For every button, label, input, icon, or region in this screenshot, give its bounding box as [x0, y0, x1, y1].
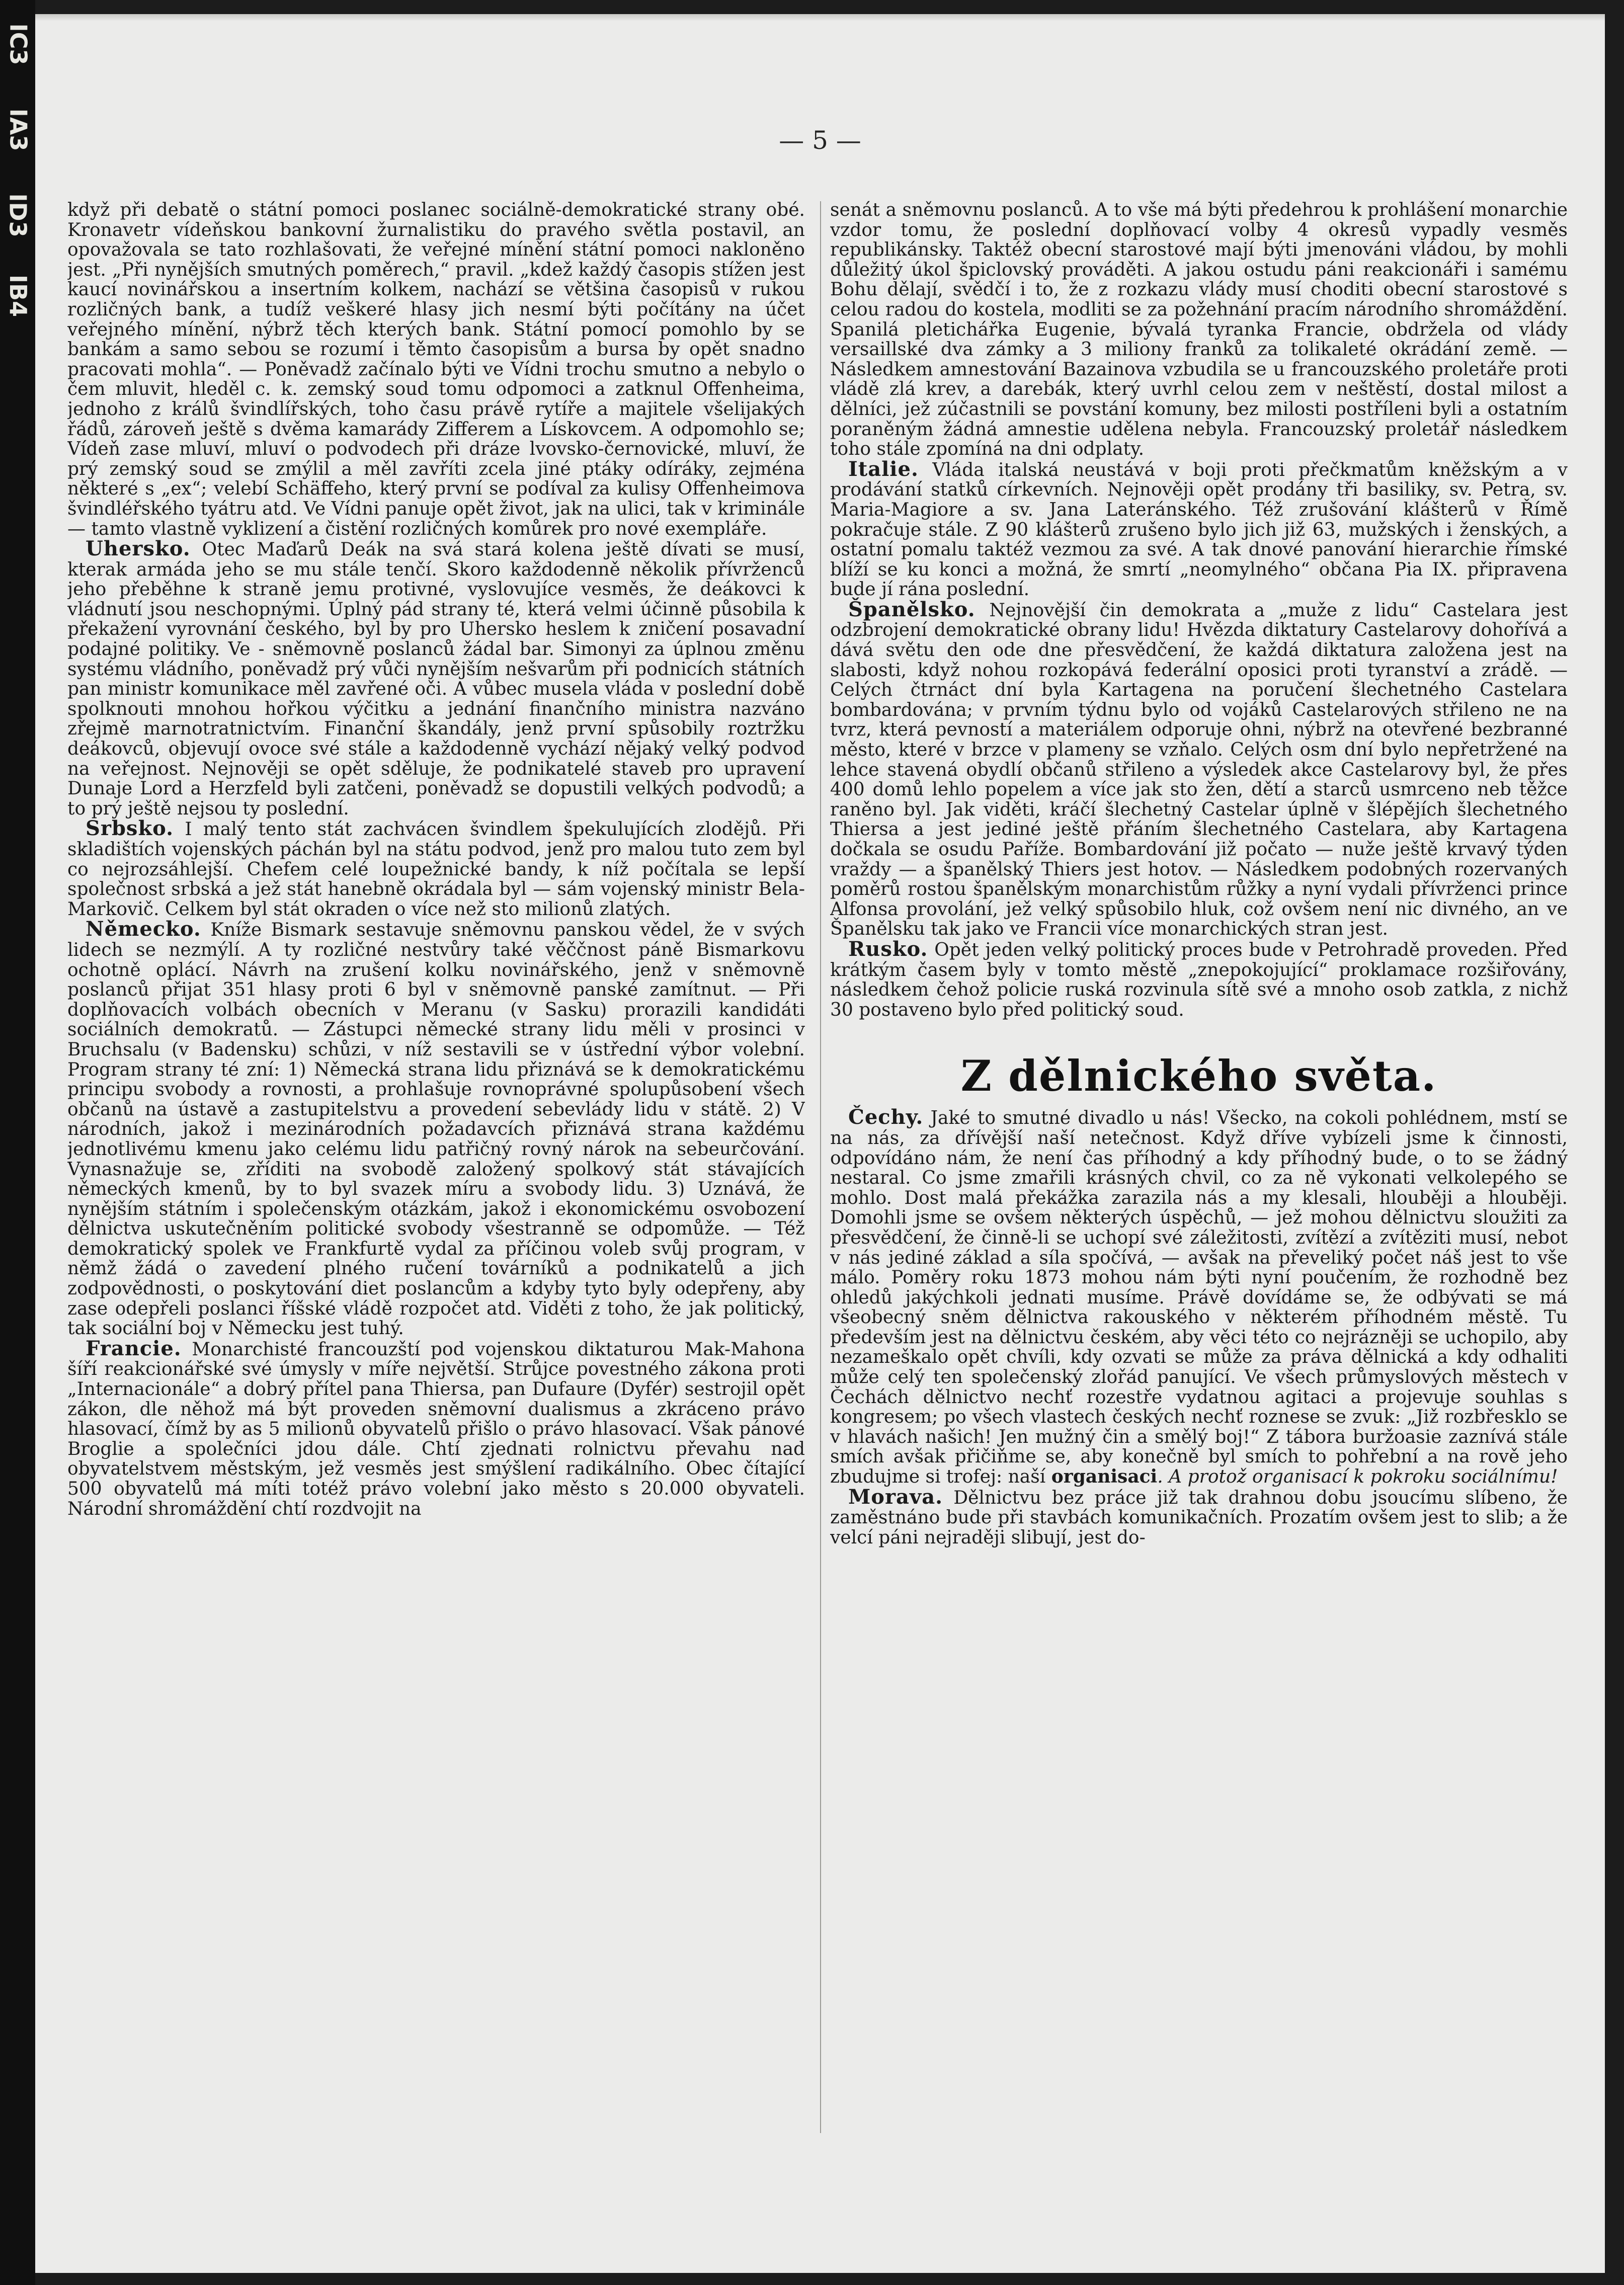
- article-section-italie: [830, 459, 1568, 600]
- section-heading: Rusko.: [848, 937, 928, 961]
- section-heading: Srbsko.: [86, 817, 174, 841]
- article-text: Otec Maďarů Deák na svá stará kolena ještě dívati se musí, kterak armáda jeho se mu stále tenčí. Skoro každodenně několik přívrženců jeho přeběhne k straně jemu protivné, vyslovujíce vesměs, že deákovci k vládnutí jsou neschopnými. Úplný pád strany té, která velmi účinně působila k překažení vyrovnání českého, byl by pro Uhersko heslem k zničení posavadní podajné politiky. Ve - sněmovně poslanců žádal bar. Simonyi za úplnou změnu systému vládního, poněvadž prý vůči nynějším nešvarům při podnicích státních pan ministr komunikace měl zavřené oči. A vůbec musela vláda v poslední době spolknouti mnohou hořkou výčitku a jednání finančního ministra nazváno zřejmě marnotratnictvím. Finanční škandály, jenž první spůsobily roztržku deákovců, objevují ovoce své stále a každodenně vychází nějaký velký podvod na veřejnost. Nejnověji se opět sděluje, že podnikatelé staveb pro upravení Dunaje Lord a Herzfeld byli zatčeni, poněvadž se dopustili velkých podvodů; a to prý ještě nejsou ty poslední.: [67, 539, 805, 819]
- spine-label: ID3: [5, 193, 32, 237]
- article-paragraph: senát a sněmovnu poslanců. A to vše má býti předehrou k prohlášení monarchie vzdor tomu, že poslední doplňovací volby 4 okresů vypadly vesměs republikánsky. Taktéž obecní starostové mají býti jmenováni vládou, by mohli důležitý úkol špiclovský prováděti. A jakou ostudu páni reakcionáři i samému Bohu dělají, svědčí i to, že z rozkazu vlády musí choditi obecní starostové s celou radou do kostela, modliti se za požehnání pracím národního shromáždění. Spanilá pletichářka Eugenie, bývalá tyranka Francie, obdržela od vlády versaillské dva zámky a 3 miliony franků za tolikaleté okrádání země. — Následkem amnestování Bazainova vzbudila se u francouzského proletáře proti vládě zlá krev, a darebák, který uvrhl celou zem v neštěstí, dostal milost a dělníci, jež zúčastnili se povstání komuny, bez milosti postříleni byli a ostatním poraněným žádná amnestie udělena nebyla. Francouzský proletář následkem toho stále zpomíná na dni odplaty.: [830, 200, 1568, 460]
- article-section-spanelsko: [830, 597, 1568, 940]
- article-section-srbsko: [67, 819, 805, 919]
- article-text: Monarchisté francouzští pod vojenskou diktaturou Mak-Mahona šíří reakcionářské své úmysly v míře největší. Strůjce povestného zákona proti „Internacionále“ a dobrý přítel pana Thiersa, pan Dufaure (Dyfér) sestrojil opět zákon, dle něhož má být proveden sněmovní dualismus a zkráceno právo hlasovací, čímž by as 5 milionů obyvatelů přišlo o právo hlasovací. Však pánové Broglie a společníci jdou dále. Chtí zjednati rolnictvu převahu nad obyvatelstvem městským, jež vesměs jest smýšlení radikálního. Obec čítající 500 obyvatelů má míti totéž právo volební jako město s 20.000 obyvateli. Národní shromáždění chtí rozdvojit na: [67, 1339, 805, 1519]
- article-section-uhersko: [67, 539, 805, 819]
- spine-label: IB4: [5, 274, 32, 317]
- article-section-nemecko: [67, 919, 805, 1338]
- section-title: Z dělnického světa.: [960, 1051, 1437, 1101]
- article-text: Jaké to smutné divadlo u nás! Všecko, na cokoli pohlédnem, mstí se na nás, za dřívější naší netečnost. Když dříve vybízeli jsme k činnosti, odpovídáno nám, že není čas příhodný a kdy příhodný bude, o to se žádný nestaral. Co jsme zmařili krásných chvil, co za ně vykonati velkolepého se mohlo. Dost malá překážka zarazila nás a my klesali, hlouběji a hlouběji. Domohli jsme se ovšem některých úspěchů, — jež mohou dělnictvu sloužiti za přesvědčení, že činně-li se uchopí své záležitosti, zvítězí a zvítěziti musí, nebot v nás jediné základ a síla spočívá, — avšak na převeliký počet náš jest to vše málo. Poměry roku 1873 mohou nám býti nyní poučením, že rozhodně bez ohledů jakýchkoli jednati musíme. Právě dovídáme se, že odbývati se má všeobecný sněm dělnictva rakouského v některém příhodném městě. Tu především jest na dělnictvu českém, aby věci této co nejrázněji se uchopilo, aby nezameškalo opět chvíli, kdy ozvati se může za práva dělnická a kdy odhaliti může celý ten společenský zlořád panující. Ve všech průmyslových městech v Čechách dělnictvo nechť rozestře vydatnou agitaci a projevuje souhlas s kongresem; po všech vlastech českých nechť roznese se zvuk: „Již rozbřesklo se v hlavách našich! Jen mužný čin a smělý boj!“ Z tábora buržoasie zaznívá stále smích avšak přičiňme se, aby konečně byl smích to pohřební a na rově jeho zbudujme si trofej: naší: [830, 1108, 1568, 1488]
- section-heading: Uhersko.: [86, 537, 191, 561]
- article-section-francie: [67, 1336, 805, 1519]
- right-column: [830, 200, 1568, 2142]
- article-section-rusko: [830, 939, 1568, 1020]
- section-heading: Morava.: [848, 1485, 943, 1509]
- article-text: Opět jeden velký politický proces bude v Petrohradě proveden. Před krátkým časem byly v tomto městě „znepokojující“ proklamace rozšiřovány, následkem čehož policie ruská rozvinula sítě své a mnoho osob zatkla, z nichž 30 postaveno bylo před politický soud.: [830, 939, 1568, 1020]
- section-heading: Francie.: [86, 1336, 182, 1360]
- article-text: Dělnictvu bez práce již tak drahnou dobu jsoucímu slíbeno, že zaměstnáno bude při stavbách komunikačních. Prozatím ovšem jest to slib; a že velcí páni nejraději slibují, jest do-: [830, 1487, 1568, 1548]
- section-heading: Italie.: [848, 457, 919, 481]
- article-text: Nejnovější čin demokrata a „muže z lidu“ Castelara jest odzbrojení demokratické obrany lidu! Hvězda diktatury Castelarovy dohořívá a dává světu den ode dne přesvědčení, že každá diktatura založena jest na slabosti, když nohou rozkopává federální oposici proti tyranství a zrádě. — Celých čtrnáct dní byla Kartagena na poručení šlechetného Castelara bombardována; v prvním týdnu bylo od vojáků Castelarových střileno ne na tvrz, která pevností a materiálem odporuje ohni, nýbrž na otevřené bezbranné město, které v brzce v plameny se vzňalo. Celých osm dní bylo nepřetržené na lehce stavená obydlí občanů střileno a výsledek akce Castelarovy byl, že přes 400 domů lehlo popelem a více jak sto žen, dětí a starců usmrceno neb těžce raněno byl. Jak viděti, kráčí šlechetný Castelar úplně v šlépějích šlechetného Thiersa a jest jediné ještě přáním šlechetného Castelara, aby Kartagena dočkala se osudu Paříže. Bombardování již počato — nuže ještě krvavý týden vraždy — a španělský Thiers jest hotov. — Následkem podobných rozervaných poměrů rostou španělským monarchistům růžky a nyní vydali přívrženci prince Alfonsa provolání, jež velký spůsobilo hluk, což ovšem není nic divného, an ve Španělsku tak jako ve Francii více monarchických stran jest.: [830, 600, 1568, 940]
- left-column: [67, 200, 805, 2142]
- section-heading: Čechy.: [848, 1105, 924, 1129]
- article-section-cechy: [830, 1107, 1568, 1487]
- page-number: — 5 —: [779, 126, 861, 155]
- article-paragraph: když při debatě o státní pomoci poslanec sociálně-demokratické strany obé. Kronavetr vídeňskou bankovní žurnalistiku do pravého světla postavil, an opovažovala se tato rozhlašovati, že veřejné mínění státní pomoci nakloněno jest. „Při nynějších smutných poměrech,“ pravil. „kdež každý časopis stížen jest kaucí novinářskou a insertním kolkem, nachází se většina časopisů v rukou rozličných bank, a tudíž veškeré hlasy jich nesmí býti počítány na účet veřejného mínění, nýbrž těch kterých bank. Státní pomocí pomohlo by se bankám a samo sebou se rozumí i těmto časopisům a bursa by opět snadno pracovati mohla“. — Poněvadž začínalo býti ve Vídni trochu smutno a nebylo o čem mluvit, hleděl c. k. zemský soud tomu odpomoci a zatknul Offenheima, jednoho z králů švindlířských, toho času právě rytíře a majitele všelijakých řádů, zároveň ještě s dvěma kamarády Zifferem a Lískovcem. A odpomohlo se; Vídeň zase mluví, mluví o podvodech při dráze lvovsko-černovické, mluví, že prý zemský soud se zmýlil a měl zavříti zcela jiné ptáky odíráky, zejména některé s „ex“; velebí Schäffeho, který první se podíval za kulisy Offenheimova švindléřského tyátru atd. Ve Vídni panuje opět život, jak na ulici, tak v kriminále — tamto vlastně vyklizení a čistění rozličných komůrek pro nové exempláře.: [67, 200, 805, 539]
- spine-label: IA3: [5, 108, 32, 151]
- column-divider: [820, 201, 821, 2133]
- book-spine: [0, 0, 35, 2285]
- article-text: Vláda italská neustává v boji proti přečkmatům kněžským a v prodávání statků církevních. Nejnověji opět prodány tři basiliky, sv. Petra, sv. Maria-Magiore a sv. Jana Lateránského. Též zrušování klášterů v Římě pokračuje stále. Z 90 klášterů zrušeno bylo jich již 63, mužských i ženských, a ostatní pomalu taktéž vezmou za své. A tak dnové panování hierarchie římské blíží se ku konci a možná, že smrtí „neomylného“ občana Pia IX. připravena bude jí rána poslední.: [830, 459, 1568, 600]
- article-text: I malý tento stát zachvácen švindlem špekulujících zlodějů. Při skladištích vojenských páchán byl na státu podvod, jenž pro malou tuto zem byl co nejrozsáhlejší. Chefem celé loupežnické bandy, k níž počítala se lepší společnost srbská a jež stát hanebně okrádala byl — sám vojenský ministr Bela-Markovič. Celkem byl stát okraden o více než sto milionů zlatých.: [67, 819, 805, 920]
- spine-label: IC3: [5, 23, 32, 65]
- section-heading: Německo.: [86, 917, 201, 941]
- section-heading: Španělsko.: [848, 597, 976, 621]
- italic-text: . A protož organisací k pokroku sociálnímu!: [1157, 1466, 1558, 1488]
- article-text: Kníže Bismark sestavuje sněmovnu panskou vědel, že v svých lidech se nezmýlí. A ty rozličné nestvůry také věččnost páně Bismarkovu ochotně oplácí. Návrh na zrušení kolku novinářského, jenž v sněmovně poslanců přijat 351 hlasy proti 6 byl v sněmovně panské zamítnut. — Při doplňovacích volbách obecních v Meranu (v Sasku) prorazili kandidáti sociálních demokratů. — Zástupci německé strany lidu měli v prosinci v Bruchsalu (v Badensku) schůzi, v níž sestavili se v ústřední výbor volební. Program strany té zní: 1) Německá strana lidu přiznává se k demokratickému principu svobody a rovnosti, a prohlašuje rovnoprávné spolupůsobení všech občanů na ústavě a zastupitelstvu a provedení sebevlády lidu v státě. 2) V národních, jakož i mezinárodních požadavcích přiznává strana každému jednotlivému kmenu jako celému lidu patřičný rovný nárok na sebeurčování. Vynasnažuje se, zříditi na svobodě založený spolkový stát stávajících německých kmenů, by to byl svazek míru a svobody lidu. 3) Uznává, že nynějším státním i společenským otázkám, jakož i ekonomickému osvobození dělnictva uskutečněním politické svobody všestranně se odpomůže. — Též demokratický spolek ve Frankfurtě vydal za příčinou voleb svůj program, v němž žádá o zavedení plného ručení továrníků a podnikatelů a jich zodpovědnosti, o poskytování diet poslancům a kdyby tyto byly odepřeny, aby zase odepřeli poslanci říšské vládě rozpočet atd. Viděti z toho, že jak politický, tak sociální boj v Německu jest tuhý.: [67, 920, 805, 1339]
- newspaper-page: [35, 14, 1605, 2273]
- emphasis-text: organisaci: [1051, 1466, 1158, 1488]
- article-section-morava: [830, 1487, 1568, 1548]
